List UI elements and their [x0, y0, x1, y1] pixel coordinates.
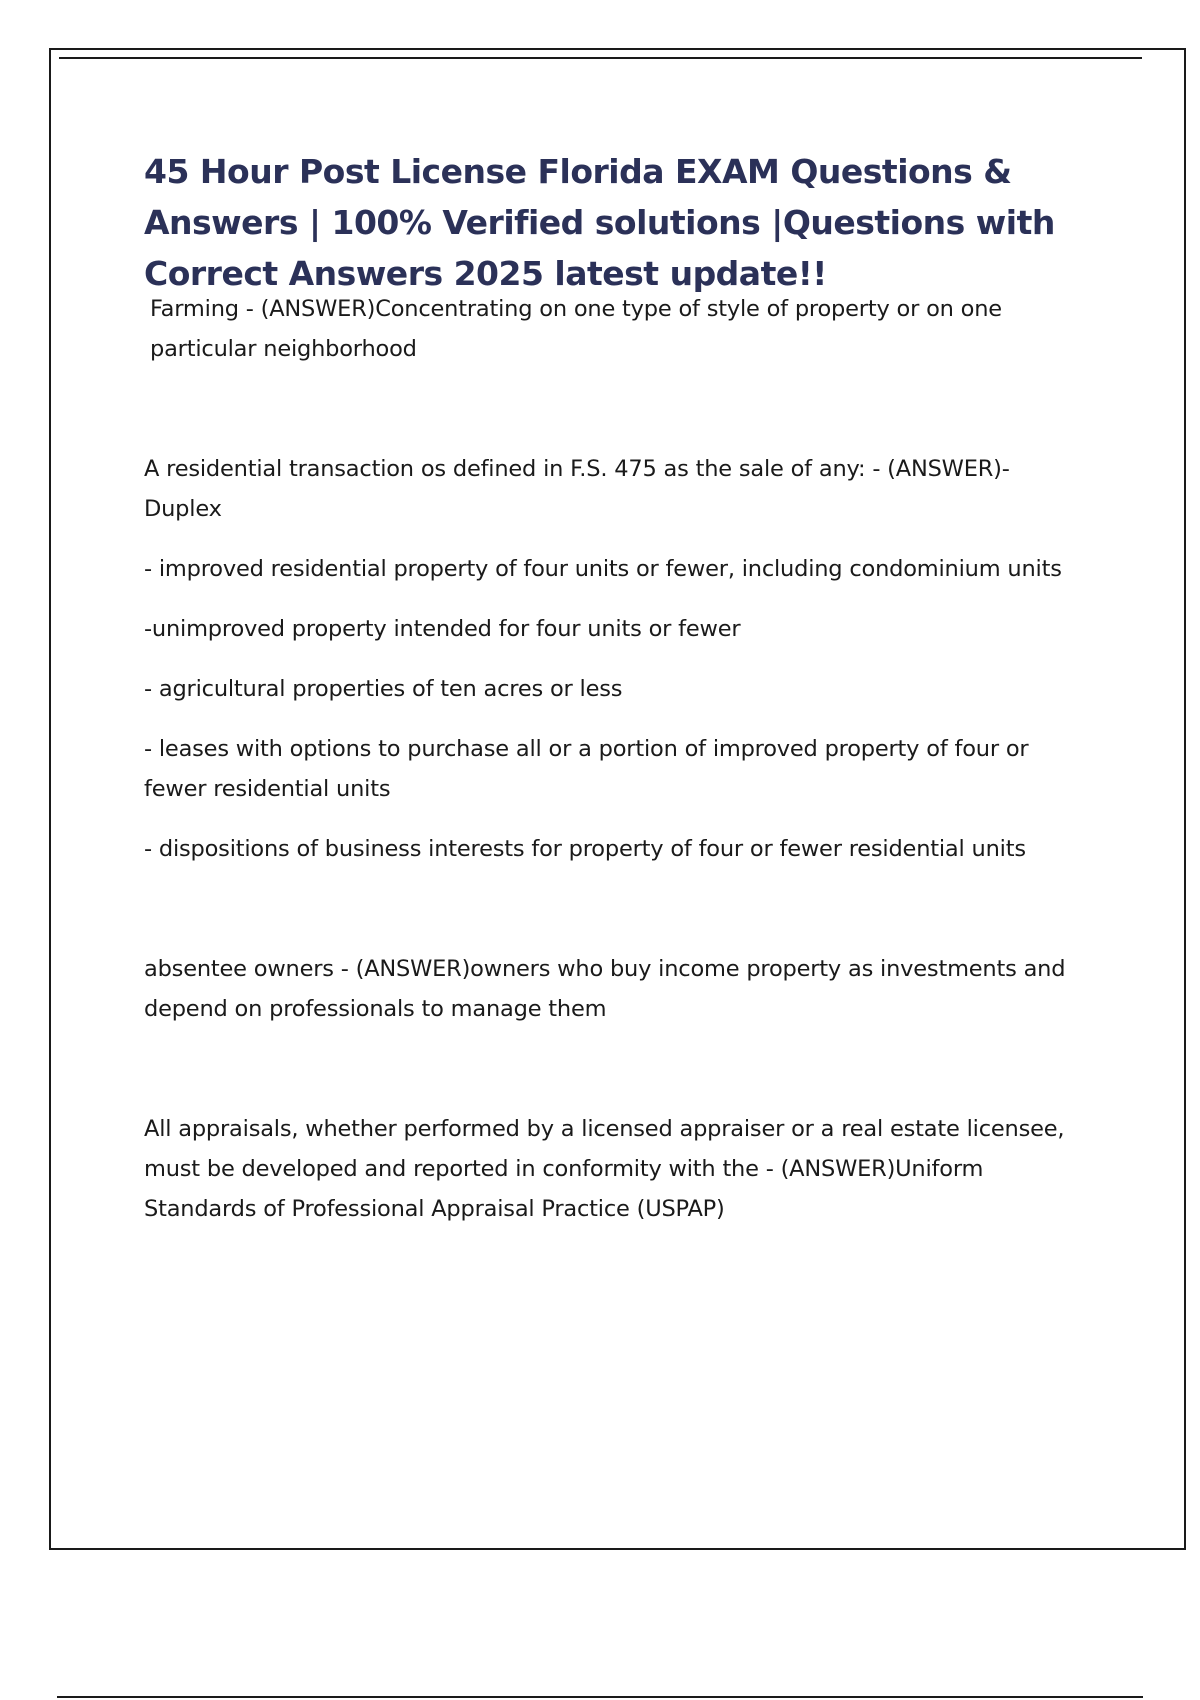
list-item: - leases with options to purchase all or a portion of improved property of four or fewer residential units [144, 736, 1029, 802]
qa-item-absentee-owners: absentee owners - (ANSWER)owners who buy income property as investments and depend on professionals to manage them [144, 956, 1066, 1022]
qa-item-farming: Farming - (ANSWER)Concentrating on one type of style of property or on one particular neighborhood [150, 296, 1002, 362]
list-item: - improved residential property of four units or fewer, including condominium units [144, 556, 1062, 582]
list-item: -unimproved property intended for four units or fewer [144, 616, 741, 642]
list-item: - dispositions of business interests for property of four or fewer residential units [144, 836, 1026, 862]
document-content [144, 146, 1084, 1229]
qa-item-residential-transaction: A residential transaction os defined in F.S. 475 as the sale of any: - (ANSWER)-Duplex [144, 456, 1010, 522]
top-horizontal-rule [59, 57, 1142, 59]
qa-item-appraisals: All appraisals, whether performed by a licensed appraiser or a real estate licensee, must be developed and reported in conformity with the - (ANSWER)Uniform Standards of Professional Appraisal Practice (USPAP) [144, 1116, 1065, 1222]
document-title: 45 Hour Post License Florida EXAM Questions & Answers | 100% Verified solutions |Questions with Correct Answers 2025 latest update!! [144, 152, 1055, 293]
list-item: - agricultural properties of ten acres or less [144, 676, 623, 702]
bottom-horizontal-rule [57, 1696, 1143, 1698]
